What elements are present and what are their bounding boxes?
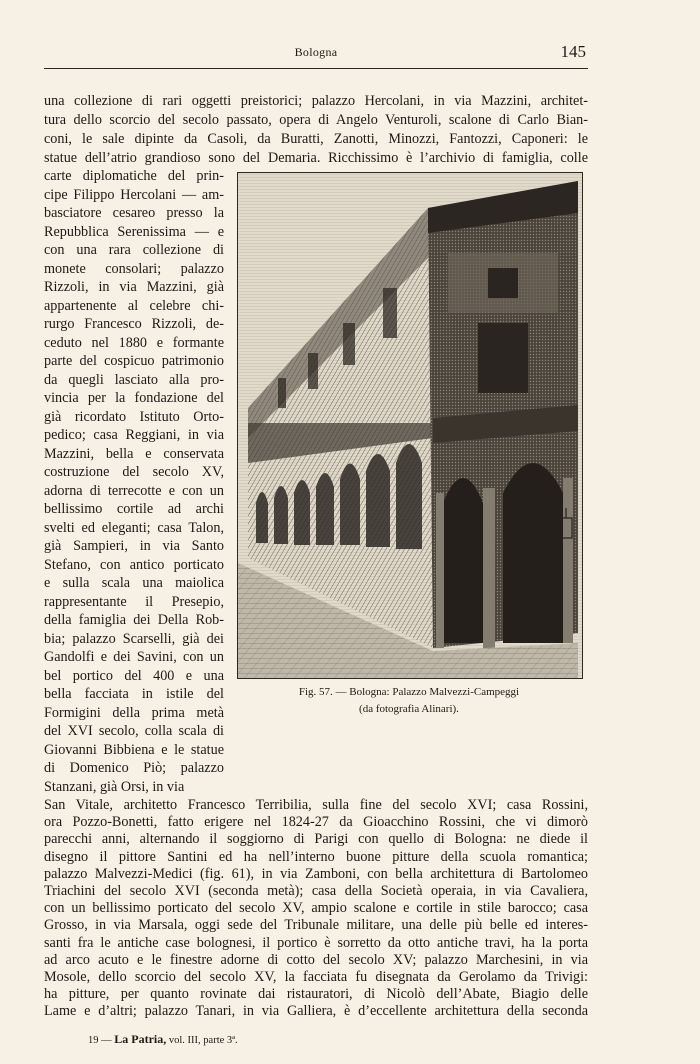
page-number: 145 xyxy=(560,42,586,61)
text-line: adorna di terrecotte e con un xyxy=(44,482,224,499)
text-line: bellissimo cortile ad archi xyxy=(44,501,224,517)
text-line: parecchi anni, alternando il soggiorno di Parigi con quello di Bologna: ne diede il xyxy=(44,831,588,848)
figure-caption: Fig. 57. — Bologna: Palazzo Malvezzi-Campeggi xyxy=(298,686,520,698)
text-line: Gandolfi e dei Savini, con un xyxy=(44,649,224,665)
text-line: carte diplomatiche del prin- xyxy=(44,168,224,184)
text-line: ha pitture, per quanto rovinate dai ristauratori, di Nicolò dell’Abate, Biagio delle xyxy=(44,986,588,1003)
text-line: palazzo Malvezzi-Medici (fig. 61), in via Zamboni, con bella architettura di Bartolomeo xyxy=(44,865,588,882)
text-line: del XVI secolo, colla scala di xyxy=(44,723,224,739)
text-line: Formigini della prima metà xyxy=(44,704,224,721)
text-line: ceduto nel 1880 e formante xyxy=(44,334,224,351)
text-line: Mazzini, bella e conservata xyxy=(44,445,224,462)
signature-footer xyxy=(88,1032,238,1047)
text-line: tura dello scorcio del secolo passato, opera di Angelo Venturoli, scalone di Carlo Bian- xyxy=(44,112,588,128)
text-line: San Vitale, architetto Francesco Terribilia, sulla fine del secolo XVI; casa Rossini, xyxy=(44,797,588,813)
work-title: La Patria, xyxy=(114,1031,167,1046)
text-line: Mosole, dello scorcio del secolo XV, la facciata fu disegnata da Gerolamo da Trivigi: xyxy=(44,969,588,985)
text-line: Lame e d’altri; palazzo Tanari, in via Galliera, è d’eccellente architettura della seconda xyxy=(44,1003,588,1020)
text-line: Rizzoli, in via Mazzini, già xyxy=(44,279,224,295)
text-line: rurgo Francesco Rizzoli, de- xyxy=(44,316,224,332)
text-line: con un bellissimo porticato del secolo XV, ampio scalone e cortile in stile barocco; casa xyxy=(44,900,588,917)
text-line: Grosso, in via Marsala, oggi sede del Tribunale militare, una delle più belle ed interes- xyxy=(44,917,588,934)
text-line: cipe Filippo Hercolani — am- xyxy=(44,186,224,203)
figure-credit: (da fotografia Alinari). xyxy=(359,703,459,715)
text-line: rappresentante il Presepio, xyxy=(44,593,224,610)
text-line: statue dell’atrio grandioso sono del Demaria. Ricchissimo è l’archivio di famiglia, colle xyxy=(44,150,588,166)
text-line: ora Pozzo-Bonetti, fatto erigere nel 1824-27 da Gioacchino Rossini, che vi dimorò xyxy=(44,814,588,831)
text-line: Giovanni Bibbiena e le statue xyxy=(44,741,224,758)
text-line: Stanzani, già Orsi, in via xyxy=(44,778,185,795)
text-line: bella facciata in istile del xyxy=(44,686,224,702)
text-line: Repubblica Serenissima — e xyxy=(44,223,224,240)
text-line: da quegli lasciato alla pro- xyxy=(44,371,224,388)
text-line: svelti ed eleganti; casa Talon, xyxy=(44,519,224,536)
text-line: con una rara collezione di xyxy=(44,242,224,258)
text-line: Triachini del secolo XVI (seconda metà); casa della Società operaia, in via Cavaliera, xyxy=(44,883,588,899)
volume-info: vol. III, parte 3ª. xyxy=(168,1034,238,1046)
text-line: monete consolari; palazzo xyxy=(44,260,224,277)
figure-palazzo-engraving xyxy=(237,172,583,679)
text-line: pedico; casa Reggiani, in via xyxy=(44,427,224,443)
text-line: già ricordato Istituto Orto- xyxy=(44,408,224,425)
text-line: vincia per la fondazione del xyxy=(44,390,224,406)
text-line: ad arco acuto e le finestre adorne di cotto del secolo XV; palazzo Marchesini, in via xyxy=(44,951,588,968)
text-line: costruzione del secolo XV, xyxy=(44,464,224,480)
text-line: bel portico del 400 e una xyxy=(44,667,224,684)
text-line: basciatore cesareo presso la xyxy=(44,205,224,221)
text-line: coni, le sale dipinte da Casoli, da Buratti, Zanotti, Minozzi, Fantozzi, Caponeri: le xyxy=(44,131,588,147)
text-line: della famiglia dei Della Rob- xyxy=(44,612,224,628)
text-line: Stefano, con antico porticato xyxy=(44,556,224,573)
text-line: e sulla scala una maiolica xyxy=(44,575,224,591)
text-line: di Domenico Piò; palazzo xyxy=(44,760,224,776)
signature-number: 19 — xyxy=(88,1034,112,1046)
page-header xyxy=(44,42,588,69)
running-title: Bologna xyxy=(294,45,338,59)
text-line: santi fra le antiche case bolognesi, il portico è sorretto da otto antiche travi, ha la porta xyxy=(44,934,588,951)
text-line: parte del cospicuo patrimonio xyxy=(44,353,224,369)
text-line: appartenente al celebre chi- xyxy=(44,297,224,314)
text-line: bia; palazzo Scarselli, già dei xyxy=(44,630,224,647)
text-line: disegno il pittore Santini ed ha nell’interno buone pitture della scuola romantica; xyxy=(44,848,588,865)
text-line: una collezione di rari oggetti preistorici; palazzo Hercolani, in via Mazzini, architet- xyxy=(44,93,588,109)
text-line: già Sampieri, in via Santo xyxy=(44,538,224,554)
